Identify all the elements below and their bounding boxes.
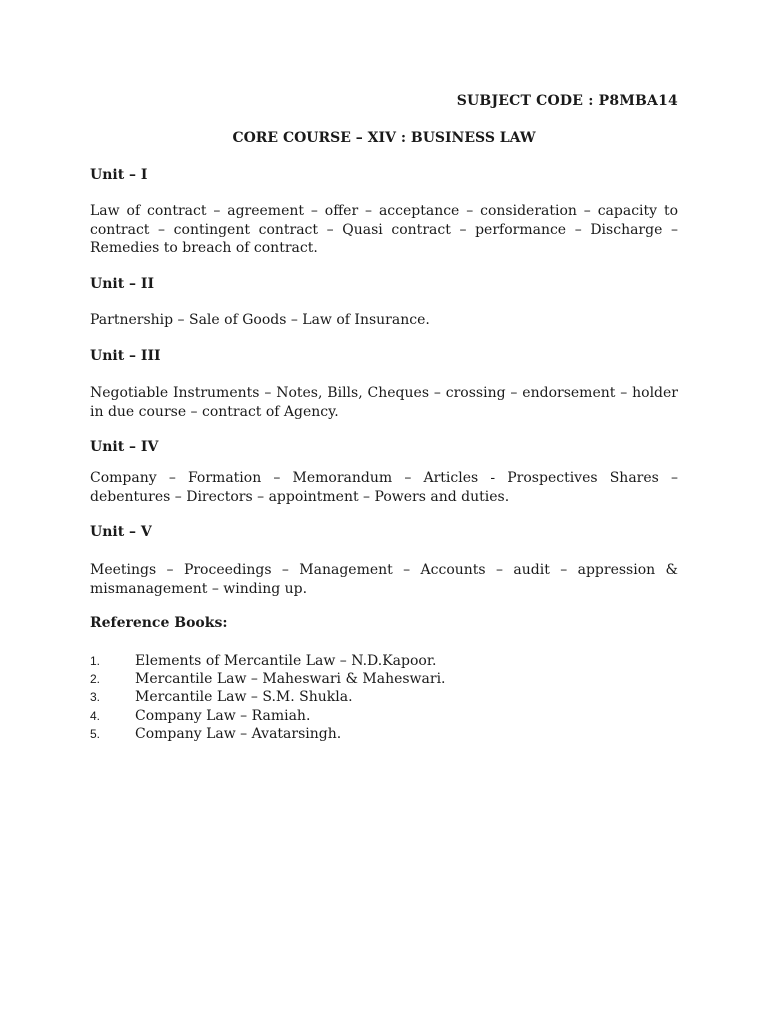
list-item-text: Elements of Mercantile Law – N.D.Kapoor.: [135, 653, 437, 669]
list-item-number: 2.: [90, 672, 101, 687]
list-item-text: Company Law – Avatarsingh.: [135, 725, 342, 742]
subject-code: SUBJECT CODE : P8MBA14: [456, 93, 678, 109]
reference-books-list: [90, 652, 678, 743]
list-item-text: Company Law – Ramiah.: [135, 707, 311, 724]
unit-1-heading: Unit – I: [90, 167, 148, 183]
unit-3-heading: Unit – III: [90, 348, 161, 364]
list-item: [90, 707, 678, 725]
course-title: CORE COURSE – XIV : BUSINESS LAW: [232, 130, 536, 146]
list-item: [90, 670, 678, 688]
reference-books-heading: Reference Books:: [90, 615, 228, 631]
list-item: [90, 688, 678, 706]
list-item-number: 4.: [90, 708, 101, 723]
list-item-number: 3.: [90, 690, 101, 705]
list-item: [90, 725, 678, 743]
list-item-number: 1.: [90, 654, 101, 668]
unit-2-heading: Unit – II: [90, 276, 155, 292]
unit-1-body: Law of contract – agreement – offer – acceptance – consideration – capacity to contract – contingent contract – Quasi contract – performance – Discharge – Remedies to breach of contract.: [90, 203, 678, 256]
unit-5-body: Meetings – Proceedings – Management – Accounts – audit – appression & mismanagement – winding up.: [90, 562, 678, 597]
unit-4-body: Company – Formation – Memorandum – Articles - Prospectives Shares – debentures – Directors – appointment – Powers and duties.: [90, 470, 678, 505]
list-item-text: Mercantile Law – S.M. Shukla.: [135, 689, 353, 706]
unit-3-body: Negotiable Instruments – Notes, Bills, Cheques – crossing – endorsement – holder in due course – contract of Agency.: [90, 385, 678, 420]
unit-4-heading: Unit – IV: [90, 439, 159, 455]
unit-5-heading: Unit – V: [90, 524, 152, 540]
list-item-number: 5.: [90, 726, 101, 741]
document-page: [90, 0, 678, 1024]
unit-2-body: Partnership – Sale of Goods – Law of Insurance.: [90, 312, 430, 328]
list-item: [90, 652, 678, 670]
list-item-text: Mercantile Law – Maheswari & Maheswari.: [135, 671, 446, 688]
